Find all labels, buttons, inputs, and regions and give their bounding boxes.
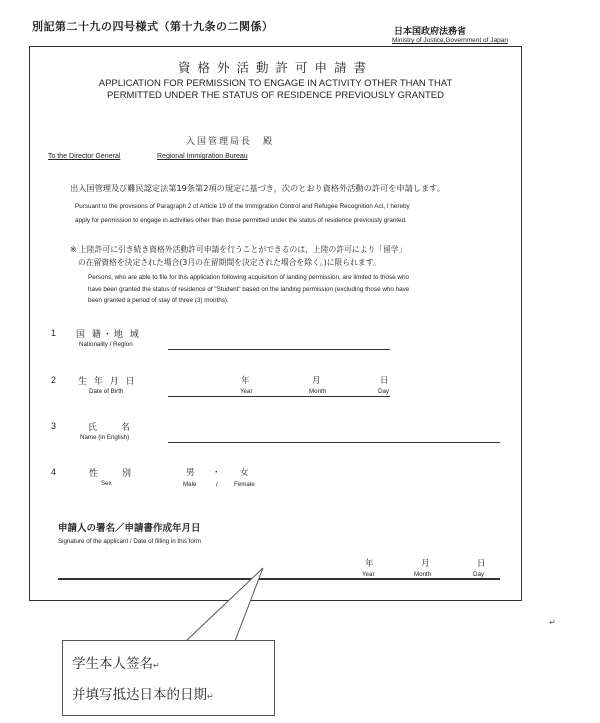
sig-year-en: Year <box>362 571 375 578</box>
sex-male-en: Male <box>183 481 197 488</box>
form-title-jp: 資格外活動許可申請書 <box>177 60 373 75</box>
ministry-name-jp: 日本国政府法務省 <box>394 27 467 37</box>
nationality-label-jp: 国 籍・地 域 <box>76 330 141 340</box>
field-number-2: 2 <box>51 375 57 385</box>
form-number-label: 別記第二十九の四号様式（第十九条の二関係） <box>32 20 274 33</box>
dob-label-jp: 生 年 月 日 <box>78 377 137 387</box>
note-jp-line1: ※ 上陸許可に引き続き資格外活動許可申請を行うことができるのは，上陸の許可により「留学」 <box>70 245 407 254</box>
dob-year-jp: 年 <box>241 376 250 386</box>
intro-en-line1: Pursuant to the provisions of Paragraph 2 of Article 19 of the Immigration Control and Refugee Recognition Act, I hereby <box>75 203 410 210</box>
dob-month-jp: 月 <box>312 376 321 386</box>
nationality-label-en: Nationality / Region <box>79 341 133 348</box>
dob-label-en: Date of Birth <box>89 388 124 395</box>
addressee-bureau-en: Regional Immigration Bureau <box>157 153 248 160</box>
nationality-input-line[interactable] <box>168 349 390 350</box>
addressee-jp: 入国管理局長 殿 <box>186 137 275 147</box>
sig-month-en: Month <box>414 571 432 578</box>
field-number-4: 4 <box>51 467 57 477</box>
note-en-line3: been granted a period of stay of three (3) months). <box>88 297 229 304</box>
paragraph-return-mark: ↵ <box>549 618 556 627</box>
sex-label-en: Sex <box>101 480 112 487</box>
sex-separator-dot: ・ <box>212 468 221 478</box>
signature-label-jp: 申請人の署名／申請書作成年月日 <box>58 523 201 534</box>
dob-month-en: Month <box>309 388 327 395</box>
callout-line-1 <box>72 652 160 672</box>
dob-day-jp: 日 <box>380 376 389 386</box>
field-number-3: 3 <box>51 421 57 431</box>
form-title-en-line2: PERMITTED UNDER THE STATUS OF RESIDENCE PREVIOUSLY GRANTED <box>107 90 444 101</box>
sex-female-jp[interactable]: 女 <box>240 468 249 478</box>
note-text-jp <box>70 244 490 269</box>
name-label-en: Name (in English) <box>80 434 130 441</box>
signature-label-en: Signature of the applicant / Date of filling in this form <box>58 538 202 545</box>
sig-year-jp: 年 <box>365 559 374 569</box>
dob-input-line[interactable] <box>168 396 390 397</box>
sex-label-jp: 性 別 <box>89 469 134 479</box>
note-jp-line2: の在留資格を決定された場合(3月の在留期間を決定された場合を除く。)に限られます。 <box>78 257 381 267</box>
sex-female-en: Female <box>234 481 255 488</box>
signature-input-line[interactable] <box>58 578 500 580</box>
sig-month-jp: 月 <box>421 559 430 569</box>
callout-line-1-return-mark: ↵ <box>153 661 160 670</box>
note-en-line1: Persons, who are able to file for this application following acquisition of landing permission, are limited to those who <box>88 274 409 281</box>
dob-day-en: Day <box>378 388 390 395</box>
form-title-en-line1: APPLICATION FOR PERMISSION TO ENGAGE IN ACTIVITY OTHER THAN THAT <box>98 78 453 89</box>
form-title-en <box>29 78 522 102</box>
intro-text-en <box>75 200 505 228</box>
name-input-line[interactable] <box>168 442 500 443</box>
name-label-jp: 氏 名 <box>88 423 133 433</box>
callout-line-2 <box>72 683 214 703</box>
intro-text-jp: 出入国管理及び難民認定法第19条第2項の規定に基づき，次のとおり資格外活動の許可を申請します。 <box>70 183 445 193</box>
sig-day-jp: 日 <box>477 559 486 569</box>
note-text-en <box>88 272 488 307</box>
ministry-name-en: Ministry of Justice,Government of Japan <box>392 37 508 44</box>
form-frame <box>29 46 522 601</box>
callout-line-2-text: 并填写抵达日本的日期 <box>72 687 207 703</box>
dob-year-en: Year <box>240 388 253 395</box>
callout-line-1-text: 学生本人签名 <box>72 656 153 672</box>
sex-separator-slash: / <box>216 481 218 488</box>
callout-line-2-return-mark: ↵ <box>207 692 214 701</box>
sex-male-jp[interactable]: 男 <box>186 468 195 478</box>
note-en-line2: have been granted the status of residence of "Student" based on the landing permission (excluding those who have <box>88 285 410 293</box>
sig-day-en: Day <box>473 571 485 578</box>
field-number-1: 1 <box>51 328 57 338</box>
intro-en-line2: apply for permission to engage in activities other than those permitted under the status of residence previously granted. <box>75 217 407 224</box>
addressee-director-en: To the Director General <box>48 153 121 160</box>
